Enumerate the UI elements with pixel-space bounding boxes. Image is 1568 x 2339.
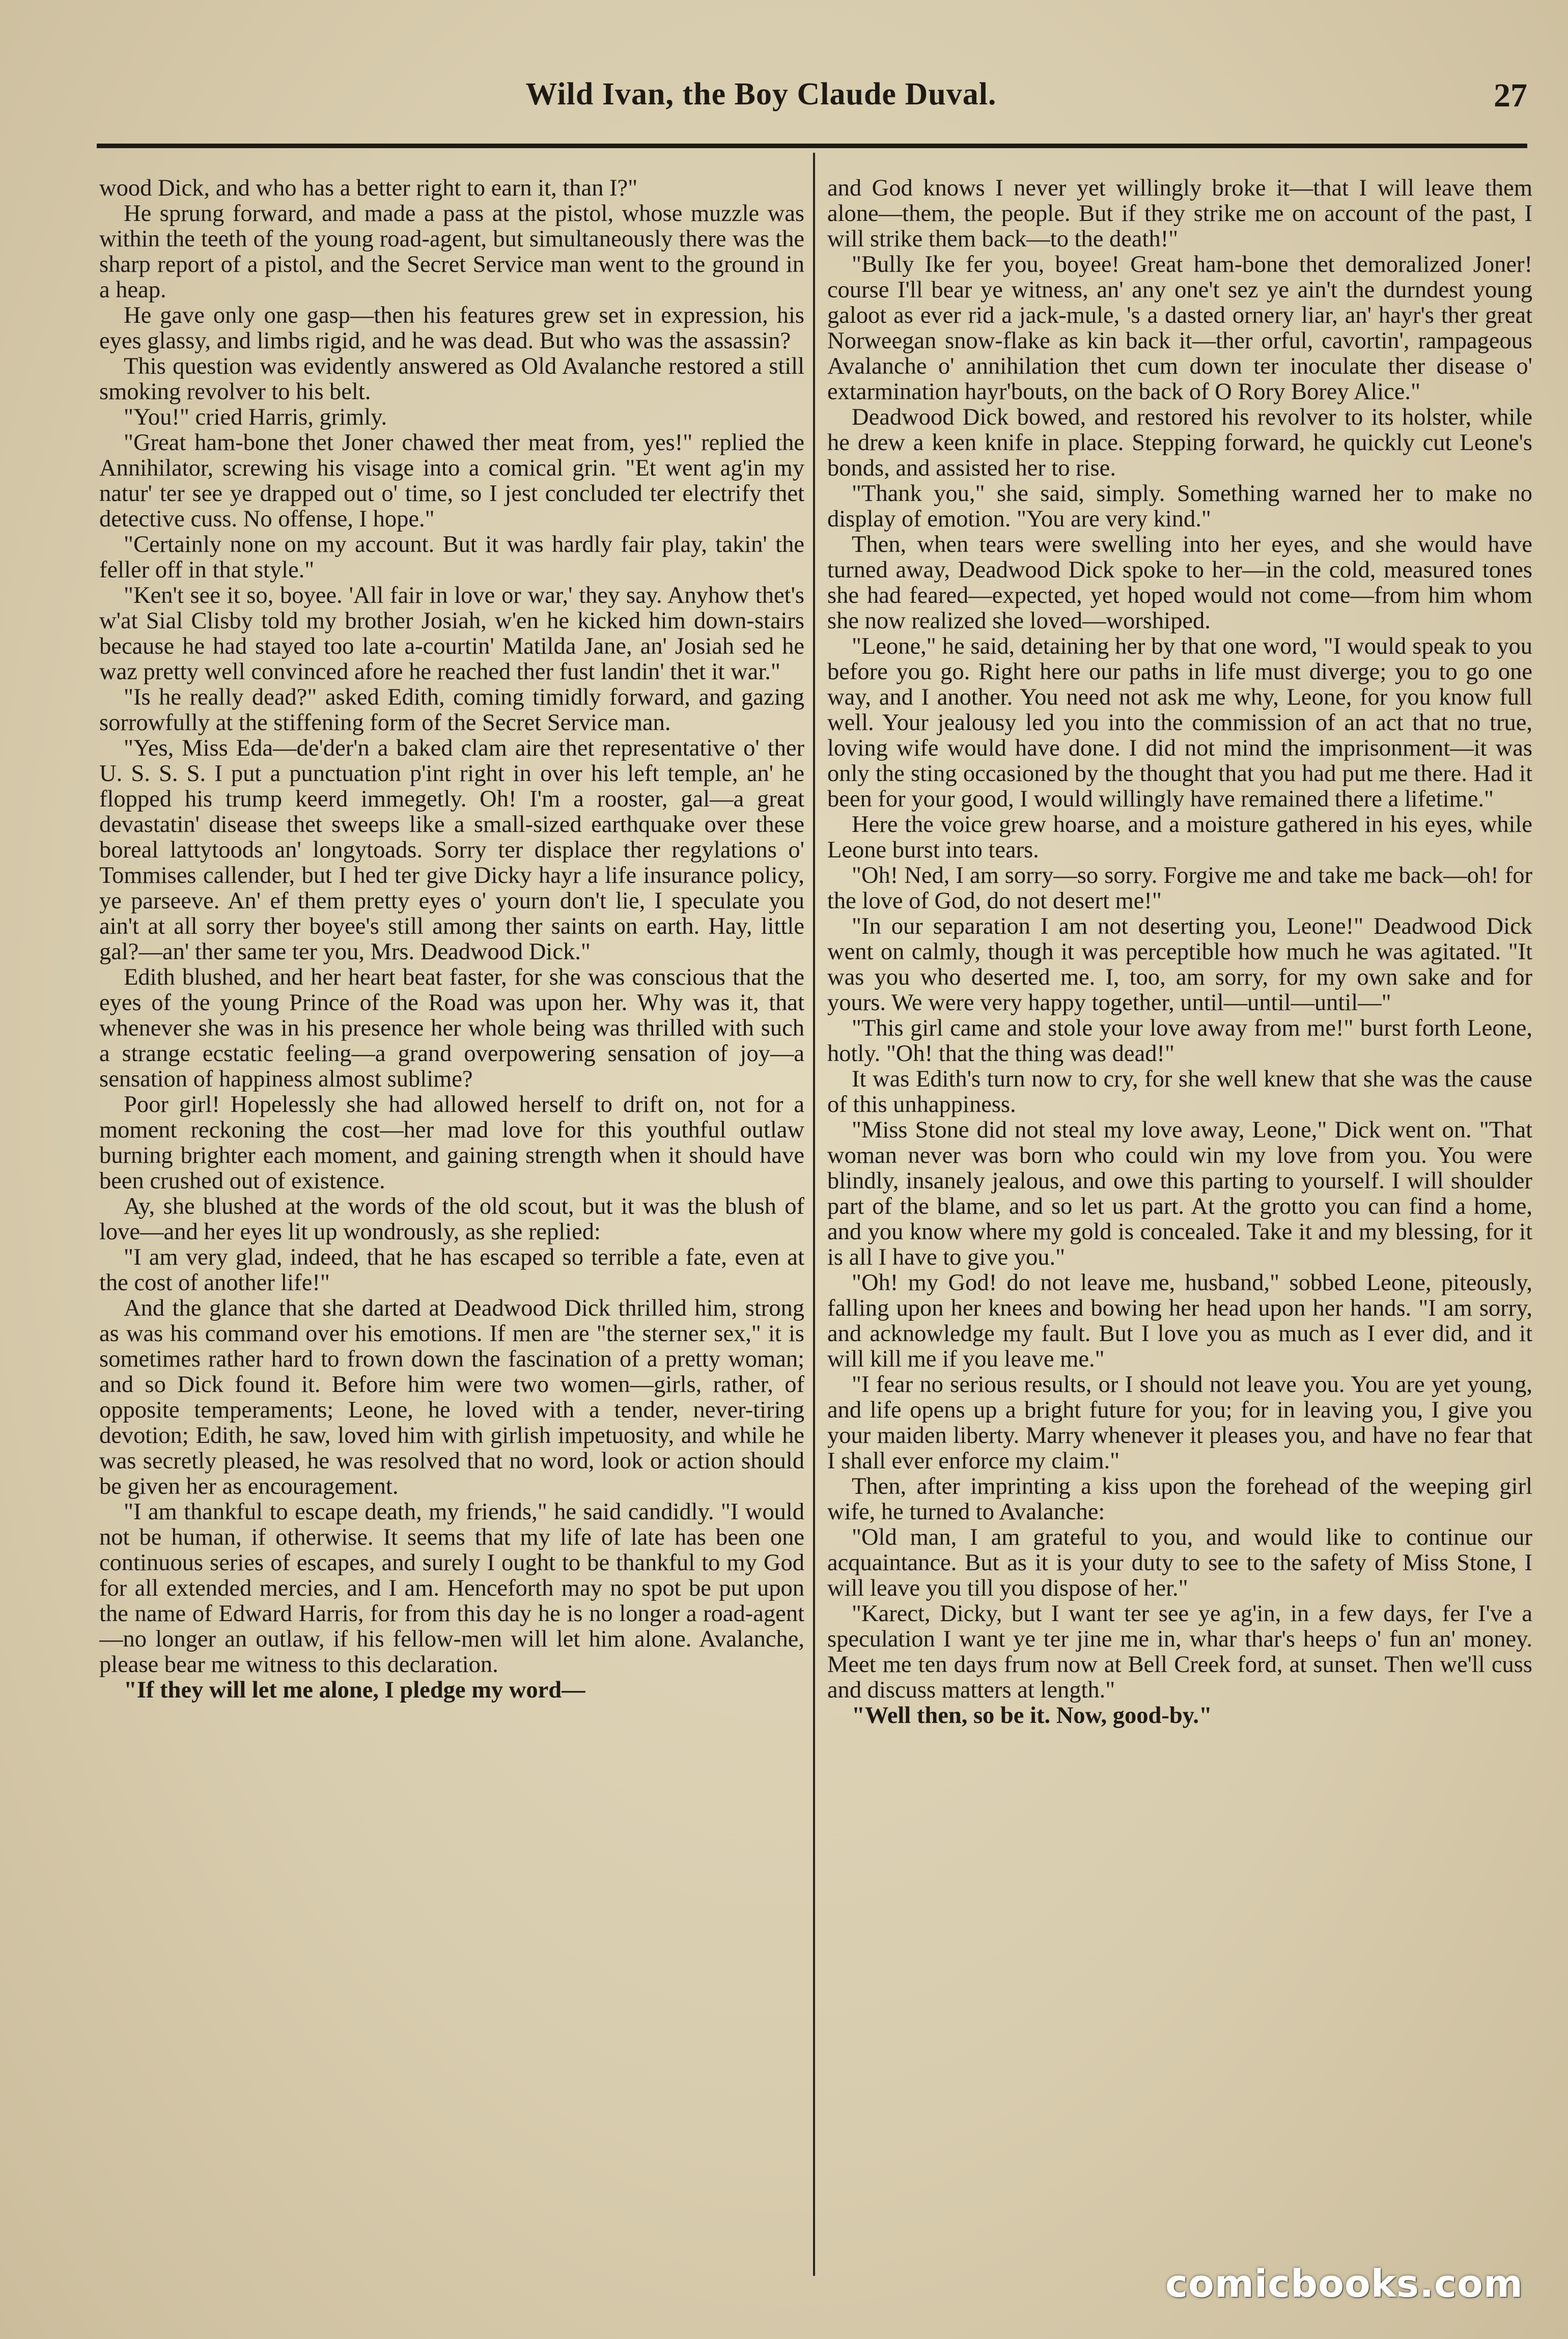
paragraph: "Ken't see it so, boyee. 'All fair in love or war,' they say. Anyhow thet's w'at Sial Clisby told my brother Josiah, w'en he kicked him down-stairs because he had stayed too late a-courtin' Matilda Jane, an' Josiah sed he waz pretty well convinced afore he reached ther fust landin' thet it war." — [99, 582, 804, 685]
paragraph: "Certainly none on my account. But it was hardly fair play, takin' the feller off in that style." — [99, 532, 804, 583]
paragraph: "You!" cried Harris, grimly. — [124, 404, 387, 430]
paragraph: "Thank you," she said, simply. Something warned her to make no display of emotion. "You are very kind." — [827, 481, 1532, 532]
paragraph: "Great ham-bone thet Joner chawed ther meat from, yes!" replied the Annihilator, screwing his visage into a comical grin. "Et went ag'in my natur' ter see ye drapped out o' time, so I jest concluded ter electrify thet detective cuss. No offense, I hope." — [99, 430, 804, 532]
watermark: comicbooks.com — [1165, 2262, 1523, 2306]
paragraph: Ay, she blushed at the words of the old scout, but it was the blush of love—and her eyes lit up wondrously, as she replied: — [99, 1193, 804, 1245]
running-title: Wild Ivan, the Boy Claude Duval. — [525, 77, 997, 112]
paragraph: "If they will let me alone, I pledge my word— — [124, 1677, 585, 1703]
right-column — [827, 176, 1532, 2253]
paragraph: "Bully Ike fer you, boyee! Great ham-bone thet demoralized Joner! course I'll bear ye witness, an' any one't sez ye ain't the durndest young galoot as ever rid a jack-mule, 's a dasted ornery liar, an' hayr's ther great Norweegan snow-flake as kin back it—ther orful, cavortin', rampageous Avalanche o' annihilation thet cum down ter inoculate ther disease o' extarmination hayr'bouts, on the back of O Rory Borey Alice." — [827, 252, 1532, 405]
paragraph: Then, after imprinting a kiss upon the forehead of the weeping girl wife, he turned to Avalanche: — [827, 1473, 1532, 1525]
header-rule — [97, 144, 1527, 148]
paragraph: Poor girl! Hopelessly she had allowed herself to drift on, not for a moment reckoning the cost—her mad love for this youthful outlaw burning brighter each moment, and gaining strength when it should have been crushed out of existence. — [99, 1092, 804, 1194]
paragraph: "Is he really dead?" asked Edith, coming timidly forward, and gazing sorrowfully at the stiffening form of the Secret Service man. — [99, 684, 804, 736]
paragraph: Edith blushed, and her heart beat faster, for she was conscious that the eyes of the young Prince of the Road was upon her. Why was it, that whenever she was in his presence her whole being was thrilled with such a strange ecstatic feeling—a grand overpowering sensation of joy—a sensation of happiness almost sublime? — [99, 964, 804, 1092]
paragraph: "Oh! my God! do not leave me, husband," sobbed Leone, piteously, falling upon her knees and bowing her head upon her hands. "I am sorry, and acknowledge my fault. But I love you as much as I ever did, and it will kill me if you leave me." — [827, 1270, 1532, 1372]
paragraph: "Well then, so be it. Now, good-by." — [852, 1703, 1212, 1729]
running-head — [97, 76, 1527, 127]
paragraph: "Oh! Ned, I am sorry—so sorry. Forgive me and take me back—oh! for the love of God, do not desert me!" — [827, 862, 1532, 914]
paragraph: "Karect, Dicky, but I want ter see ye ag'in, in a few days, fer I've a speculation I want ye ter jine me in, whar thar's heeps o' fun an' money. Meet me ten days frum now at Bell Creek ford, at sunset. Then we'll cuss and discuss matters at length." — [827, 1601, 1532, 1703]
paragraph: He gave only one gasp—then his features grew set in expression, his eyes glassy, and limbs rigid, and he was dead. But who was the assassin? — [99, 302, 804, 354]
paragraph: He sprung forward, and made a pass at the pistol, whose muzzle was within the teeth of the young road-agent, but simultaneously there was the sharp report of a pistol, and the Secret Service man went to the ground in a heap. — [99, 201, 804, 303]
paragraph: and God knows I never yet willingly broke it—that I will leave them alone—them, the people. But if they strike me on account of the past, I will strike them back—to the death!" — [827, 176, 1532, 252]
paragraph: "Old man, I am grateful to you, and would like to continue our acquaintance. But as it is your duty to see to the safety of Miss Stone, I will leave you till you dispose of her." — [827, 1524, 1532, 1601]
paragraph: "In our separation I am not deserting you, Leone!" Deadwood Dick went on calmly, though it was perceptible how much he was agitated. "It was you who deserted me. I, too, am sorry, for my own sake and for yours. We were very happy together, until—until—until—" — [827, 913, 1532, 1016]
column-rule — [813, 153, 815, 2276]
paragraph: And the glance that she darted at Deadwood Dick thrilled him, strong as was his command over his emotions. If men are "the sterner sex," it is sometimes rather hard to frown down the fascination of a pretty woman; and so Dick found it. Before him were two women—girls, rather, of opposite temperaments; Leone, he loved with a tender, never-tiring devotion; Edith, he saw, loved him with girlish impetuosity, and while he was secretly pleased, he was resolved that no word, look or action should be given her as encouragement. — [99, 1295, 804, 1499]
paragraph: Deadwood Dick bowed, and restored his revolver to its holster, while he drew a keen knife in place. Stepping forward, he quickly cut Leone's bonds, and assisted her to rise. — [827, 404, 1532, 481]
paragraph: "I fear no serious results, or I should not leave you. You are yet young, and life opens up a bright future for you; for in leaving you, I give you your maiden liberty. Marry whenever it pleases you, and have no fear that I shall ever enforce my claim." — [827, 1372, 1532, 1474]
paragraph: wood Dick, and who has a better right to earn it, than I?" — [99, 176, 638, 201]
paragraph: "Miss Stone did not steal my love away, Leone," Dick went on. "That woman never was born who could win my love from you. You were blindly, insanely jealous, and owe this parting to yourself. I will shoulder part of the blame, and so let us part. At the grotto you can find a home, and you know where my gold is concealed. Take it and my blessing, for it is all I have to give you." — [827, 1117, 1532, 1270]
paragraph: "I am very glad, indeed, that he has escaped so terrible a fate, even at the cost of another life!" — [99, 1244, 804, 1296]
paragraph: "Leone," he said, detaining her by that one word, "I would speak to you before you go. Right here our paths in life must diverge; you to go one way, and I another. You need not ask me why, Leone, for you know full well. Your jealousy led you into the commission of an act that no true, loving wife would have done. I did not mind the imprisonment—it was only the sting occasioned by the thought that you had put me there. Had it been for your good, I would willingly have remained there a lifetime." — [827, 633, 1532, 812]
paragraph: Here the voice grew hoarse, and a moisture gathered in his eyes, while Leone burst into tears. — [827, 812, 1532, 863]
paragraph: "This girl came and stole your love away from me!" burst forth Leone, hotly. "Oh! that the thing was dead!" — [827, 1015, 1532, 1067]
paragraph: It was Edith's turn now to cry, for she well knew that she was the cause of this unhappiness. — [827, 1066, 1532, 1118]
paragraph: Then, when tears were swelling into her eyes, and she would have turned away, Deadwood Dick spoke to her—in the cold, measured tones she had feared—expected, yet hoped would not come—from him whom she now realized she loved—worshiped. — [827, 532, 1532, 634]
page-number: 27 — [1494, 77, 1527, 114]
left-column — [99, 176, 804, 2253]
paragraph: "I am thankful to escape death, my friends," he said candidly. "I would not be human, if otherwise. It seems that my life of late has been one continuous series of escapes, and surely I ought to be thankful to my God for all extended mercies, and I am. Henceforth may no spot be put upon the name of Edward Harris, for from this day he is no longer a road-agent—no longer an outlaw, if his fellow-men will let him alone. Avalanche, please bear me witness to this declaration. — [99, 1499, 804, 1678]
paragraph: This question was evidently answered as Old Avalanche restored a still smoking revolver to his belt. — [99, 353, 804, 405]
paragraph: "Yes, Miss Eda—de'der'n a baked clam aire thet representative o' ther U. S. S. S. I put a punctuation p'int right in over his left temple, an' he flopped his trump keerd immegetly. Oh! I'm a rooster, gal—a great devastatin' disease thet sweeps like a small-sized earthquake over these boreal lattytoods an' longytoads. Sorry ter displace ther regylations o' Tommises callender, but I hed ter give Dicky hayr a life insurance policy, ye parseeve. An' ef them pretty eyes o' yourn don't lie, I speculate you ain't at all sorry ther boyee's still among ther saints on earth. Hay, little gal?—an' ther same ter you, Mrs. Deadwood Dick." — [99, 735, 804, 965]
